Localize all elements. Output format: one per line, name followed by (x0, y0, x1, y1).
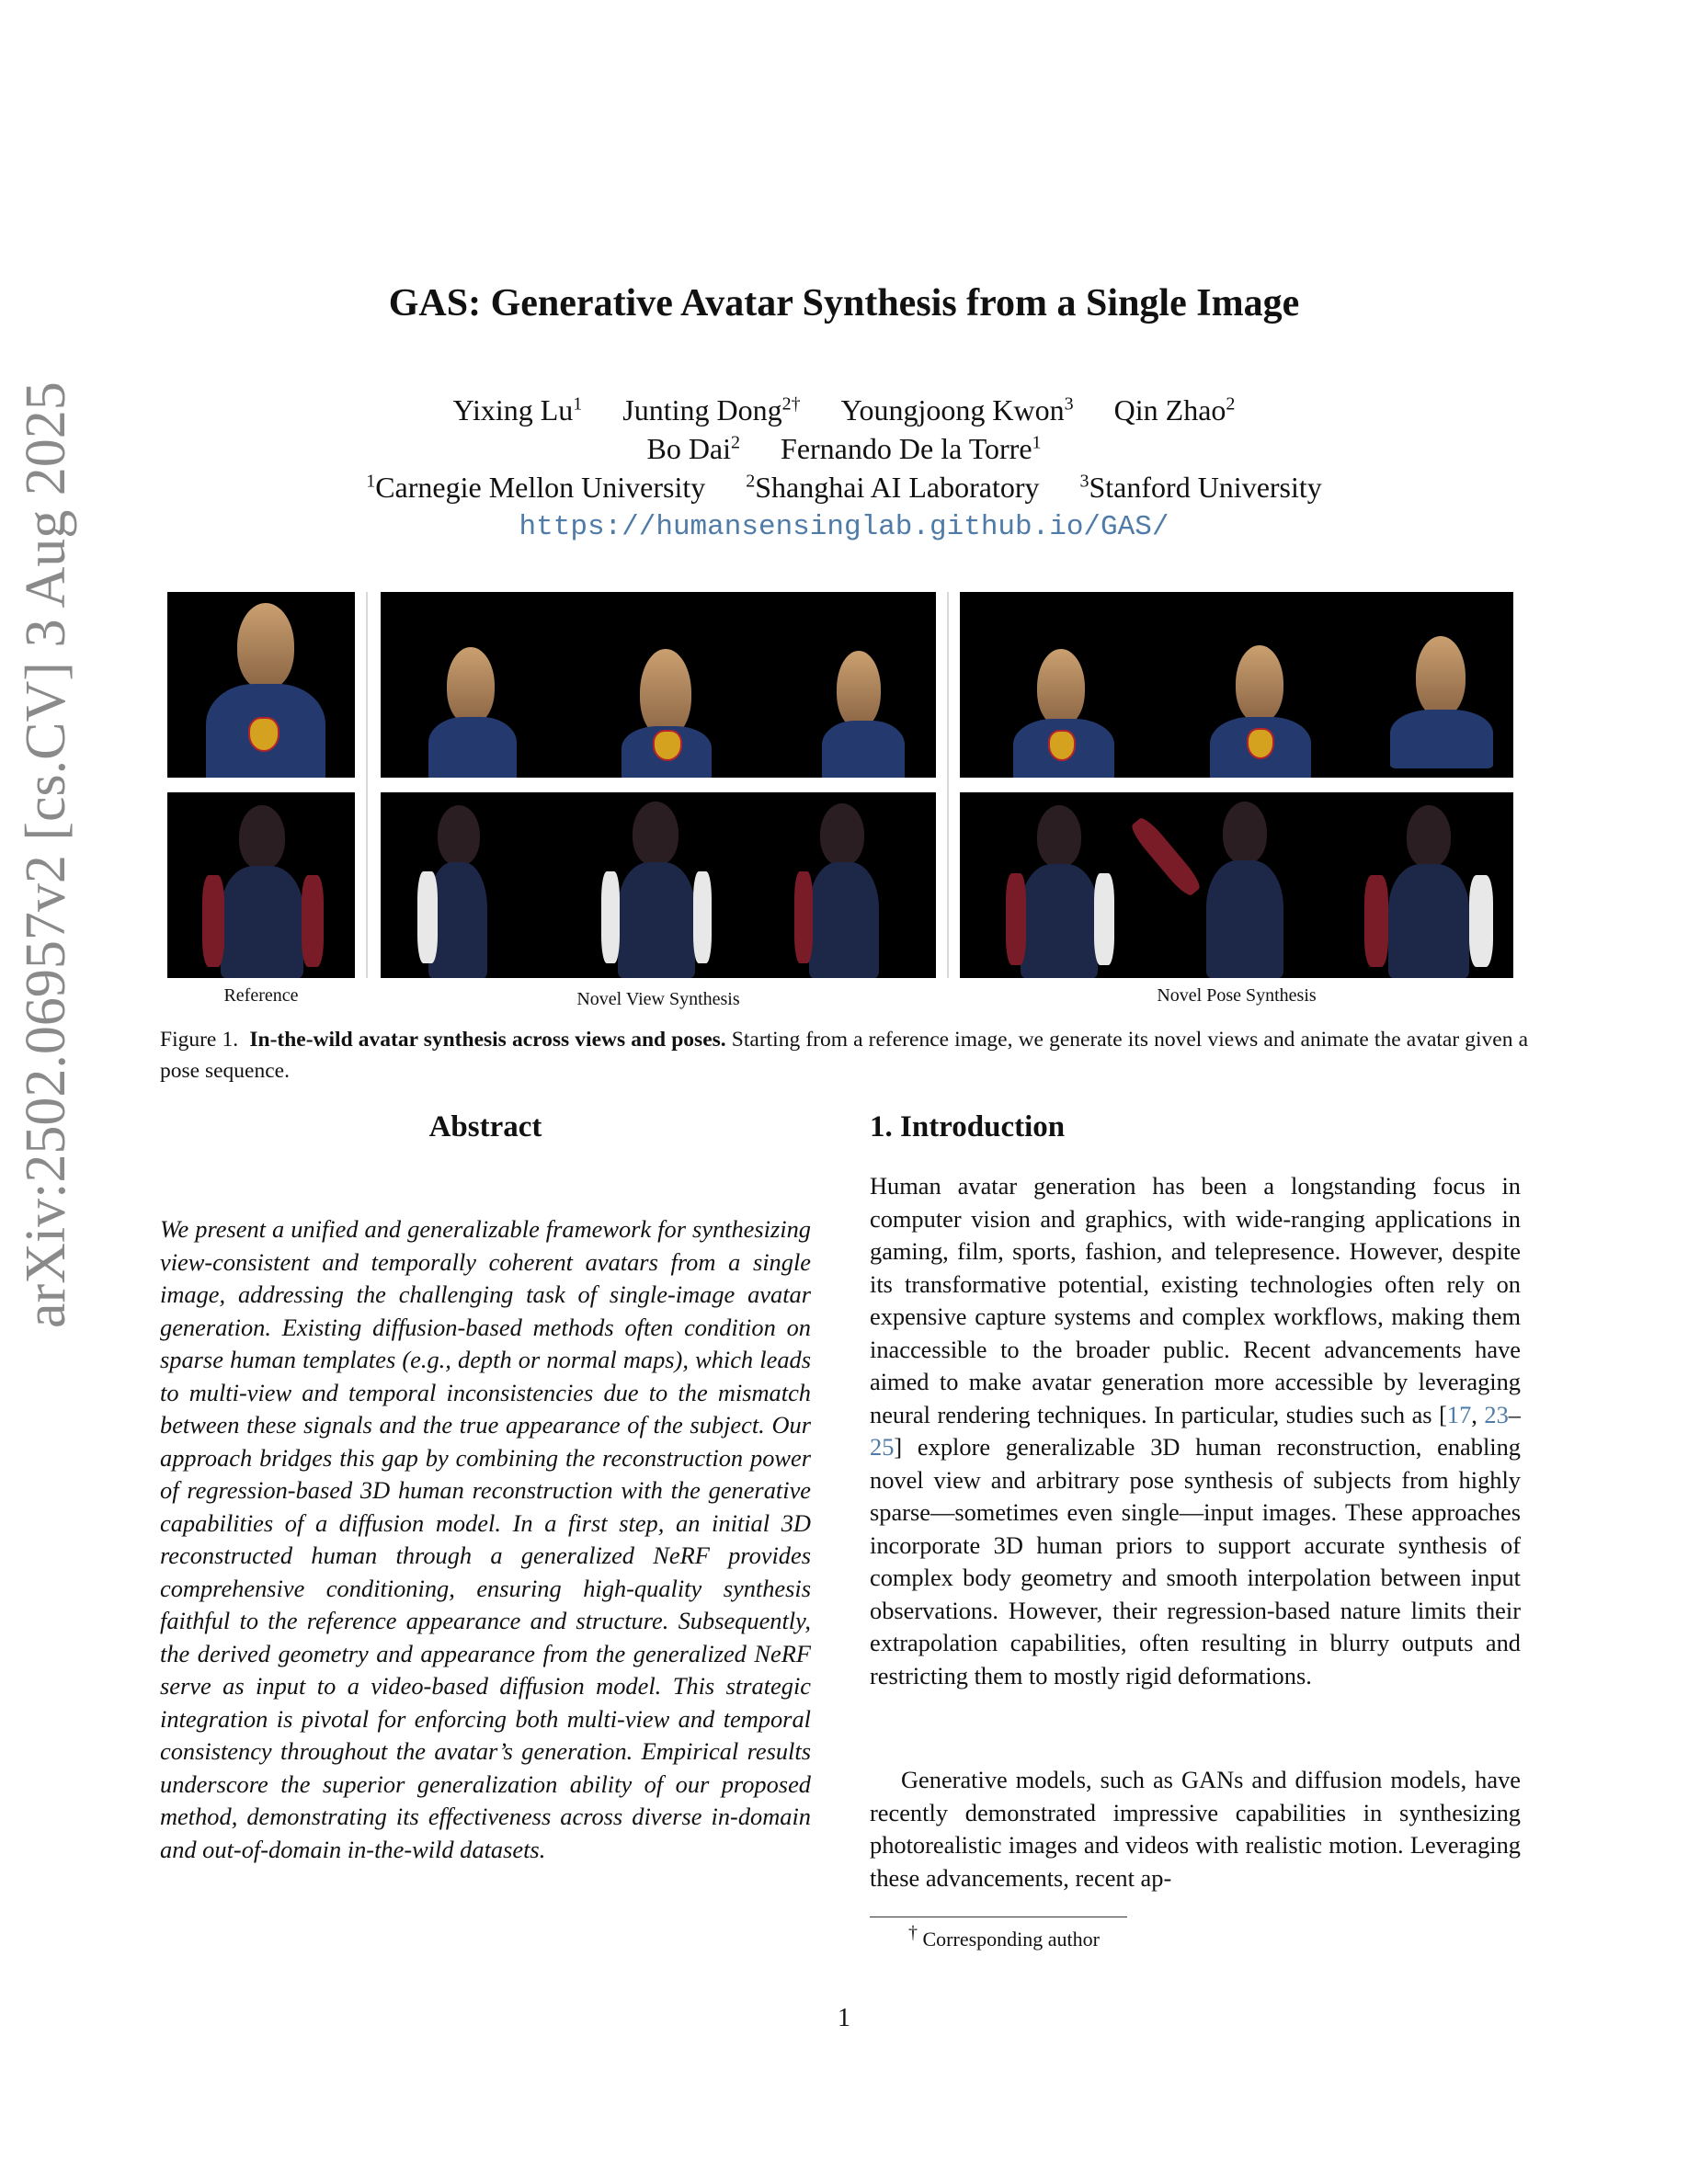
author: Junting Dong$^{2\dagger}$ (622, 393, 801, 427)
introduction-heading: 1. Introduction (870, 1110, 1066, 1143)
introduction-paragraph-2: Generative models, such as GANs and diffusion models, have recently demonstrated impressive capabilities in synthesizing photorealistic images and videos with realistic motion. Leveraging these advancements, recent ap- (870, 1766, 1521, 1892)
arxiv-stamp: arXiv:2502.06957v2 [cs.CV] 3 Aug 2025 (15, 381, 77, 1328)
citation-link[interactable]: 17 (1446, 1400, 1472, 1428)
figure-divider (366, 592, 368, 978)
author: Yixing Lu$^1$ (452, 393, 583, 427)
paper-title: GAS: Generative Avatar Synthesis from a Single Image (388, 282, 1300, 324)
affiliations (0, 471, 1688, 505)
author-line-2 (0, 432, 1688, 466)
label-novel-pose: Novel Pose Synthesis (1157, 985, 1317, 1006)
label-novel-view: Novel View Synthesis (576, 989, 740, 1009)
label-reference: Reference (223, 985, 299, 1006)
citation-link[interactable]: 23 (1484, 1400, 1509, 1428)
affiliation: $^1$Carnegie Mellon University (366, 471, 706, 504)
footnote: † Corresponding author (908, 1922, 1100, 1951)
author: Fernando De la Torre$^1$ (781, 432, 1042, 465)
citation-link[interactable]: 25 (870, 1433, 895, 1461)
reference-image-woman (167, 592, 355, 778)
abstract-text: We present a unified and generalizable framework for synthesizing view-consistent and temporally coherent avatars from a single image, addressing the challenging task of single-image avatar generation. Existing diffusion-based methods often condition on sparse human templates (e.g., depth or normal maps), which leads to multi-view and temporal inconsistencies due to the mismatch between these signals and the true appearance of the subject. Our approach bridges this gap by combining the reconstruction power of regression-based 3D human reconstruction with the generative capabilities of a diffusion model. In a first step, an initial 3D reconstructed human through a generalized NeRF provides comprehensive conditioning, ensuring high-quality synthesis faithful to the reference appearance and structure. Subsequently, the derived geometry and appearance from the generalized NeRF serve as input to a video-based diffusion model. This strategic integration is pivotal for enforcing both multi-view and temporal consistency throughout the avatar’s generation. Empirical results underscore the superior generalization ability of our proposed method, demonstrating its effectiveness across diverse in-domain and out-of-domain in-the-wild datasets. (160, 1215, 811, 1863)
author: Youngjoong Kwon$^3$ (840, 393, 1074, 427)
affiliation: $^2$Shanghai AI Laboratory (746, 471, 1040, 504)
author-line-1 (0, 393, 1688, 427)
figure-divider (947, 592, 949, 978)
novel-pose-images-jacket (960, 792, 1513, 978)
page-number: 1 (838, 2004, 850, 2032)
project-url-link[interactable]: https://humansensinglab.github.io/GAS/ (519, 511, 1169, 543)
novel-view-images-jacket (381, 792, 936, 978)
figure-caption: Figure 1. In-the-wild avatar synthesis across views and poses. Starting from a reference image, we generate its novel views and animate the avatar given a pose sequence. (160, 1028, 1529, 1083)
reference-image-jacket (167, 792, 355, 978)
novel-pose-images-woman (960, 592, 1513, 778)
introduction-paragraph-1: Human avatar generation has been a longstanding focus in computer vision and graphics, with wide-ranging applications in gaming, film, sports, fashion, and telepresence. However, despite its transformative potential, existing technologies often rely on expensive capture systems and complex workflows, making them inaccessible to the broader public. Recent advancements have aimed to make avatar generation more accessible by leveraging neural rendering techniques. In particular, studies such as [17, 23–25] explore generalizable 3D human reconstruction, enabling novel view and arbitrary pose synthesis of subjects from highly sparse—sometimes even single—input images. These approaches incorporate 3D human priors to support accurate synthesis of complex body geometry and smooth interpolation between input observations. However, their regression-based nature limits their extrapolation capabilities, often resulting in blurry outputs and restricting them to mostly rigid deformations. (870, 1172, 1521, 1689)
abstract-heading: Abstract (428, 1110, 542, 1143)
affiliation: $^3$Stanford University (1079, 471, 1322, 504)
author: Qin Zhao$^2$ (1113, 393, 1236, 427)
author: Bo Dai$^2$ (646, 432, 741, 465)
novel-view-images-woman (381, 592, 936, 778)
